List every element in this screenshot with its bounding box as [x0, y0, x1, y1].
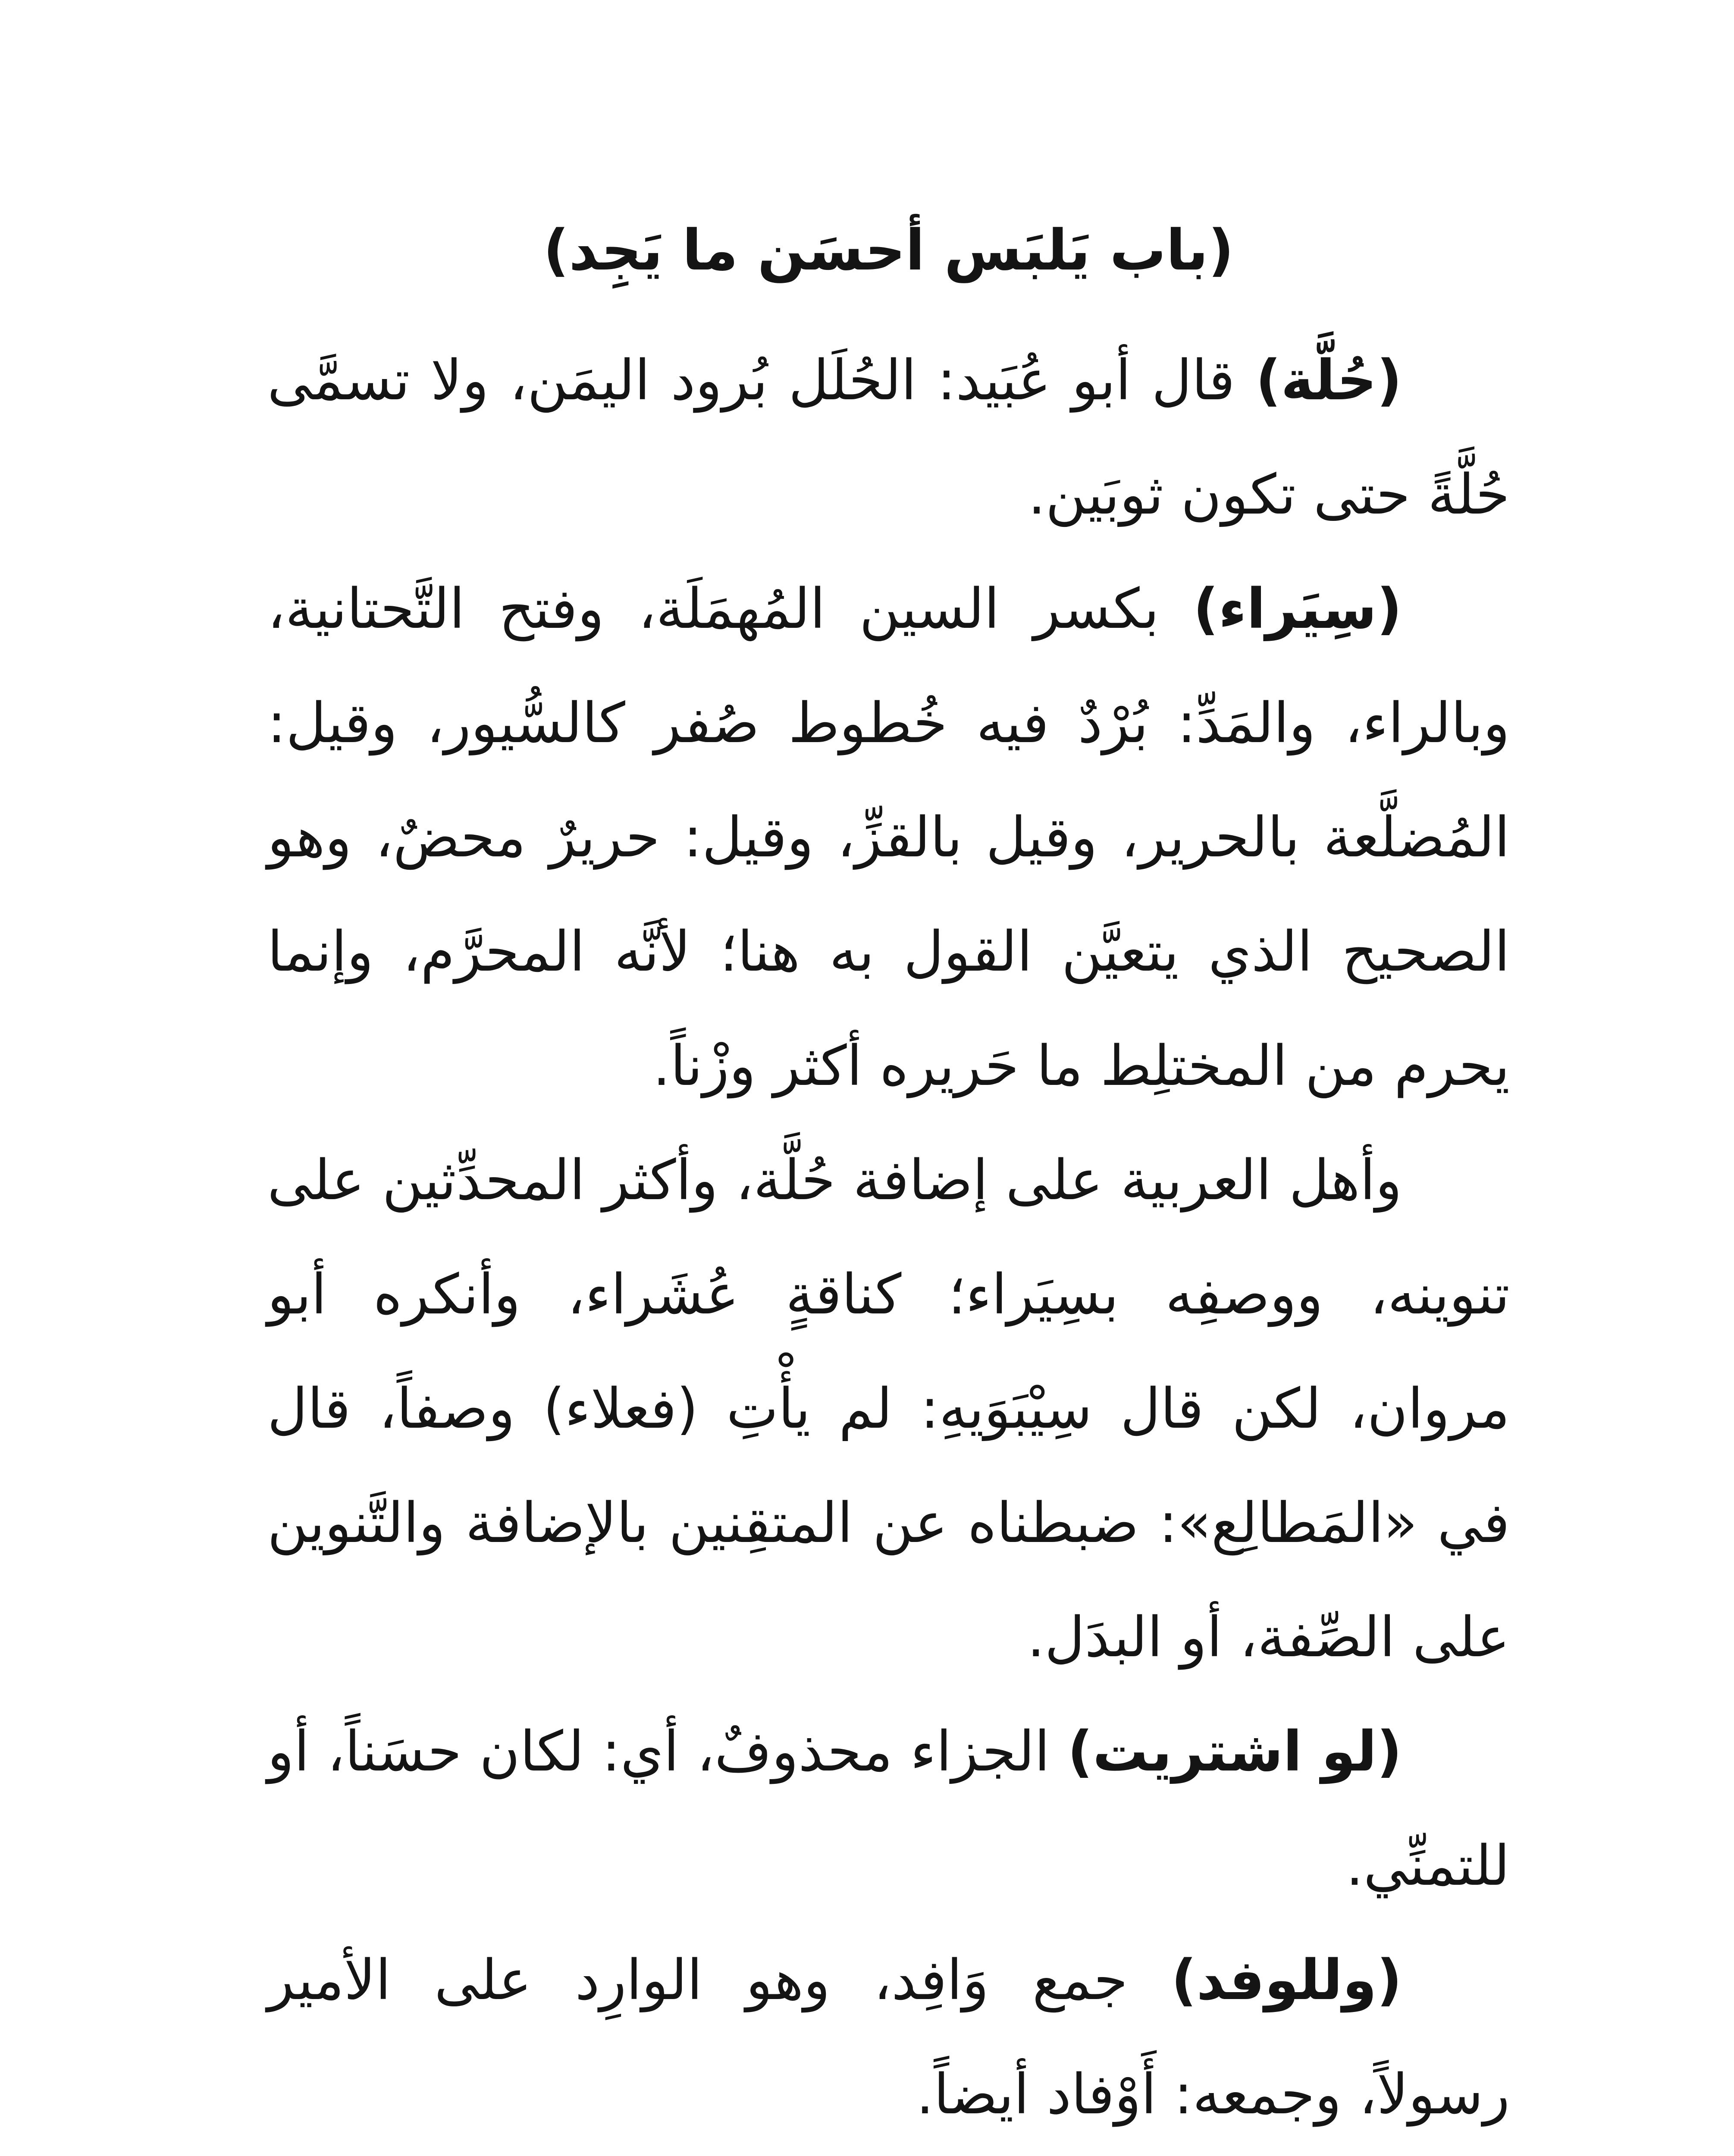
- paragraph-hulla: [267, 323, 1510, 552]
- page-body: [267, 194, 1510, 2156]
- paragraph-text: بكسر السين المُهمَلَة، وفتح التَّحتانية، وبالراء، والمَدِّ: بُرْدٌ فيه خُطوط صُفر كالسُّيور، وقيل: المُضلَّعة بالحرير، وقيل بالقزِّ، وقيل: حريرٌ محضٌ، وهو الصحيح الذي يتعيَّن القول به هنا؛ لأنَّه المحرَّم، وإنما يحرم من المختلِط ما حَريره أكثر وزْناً.: [267, 577, 1510, 1098]
- term-label: (وللوفد): [1171, 1948, 1402, 2012]
- term-label: (لو اشتريت): [1067, 1720, 1402, 1784]
- term-label: (حُلَّة): [1255, 348, 1402, 413]
- paragraph-yalbas: [267, 2152, 1510, 2156]
- paragraph-arabic-grammar: [267, 1123, 1510, 1695]
- paragraph-text: وأهل العربية على إضافة حُلَّة، وأكثر المحدِّثين على تنوينه، ووصفِه بسِيَراء؛ كناقةٍ عُشَراء، وأنكره أبو مروان، لكن قال سِيْبَوَيهِ: لم يأْتِ (فعلاء) وصفاً، قال في «المَطالِع»: ضبطناه عن المتقِنين بالإضافة والتَّنوين على الصِّفة، أو البدَل.: [267, 1148, 1510, 1670]
- paragraph-siyara: [267, 552, 1510, 1123]
- term-label: (سِيَراء): [1193, 577, 1402, 641]
- paragraph-text: قال أبو عُبَيد: الحُلَل بُرود اليمَن، ولا تسمَّى حُلَّةً حتى تكون ثوبَين.: [267, 348, 1510, 527]
- paragraph-text: جمع وَافِد، وهو الوارِد على الأمير رسولاً، وجمعه: أَوْفاد أيضاً.: [267, 1948, 1510, 2127]
- chapter-heading: (باب يَلبَس أحسَن ما يَجِد): [543, 217, 1234, 283]
- paragraph-lilwafd: [267, 1923, 1510, 2152]
- paragraph-law-ishtarayt: [267, 1695, 1510, 1923]
- paragraph-text: الجزاء محذوفٌ، أي: لكان حسَناً، أو للتمنِّي.: [267, 1720, 1510, 1898]
